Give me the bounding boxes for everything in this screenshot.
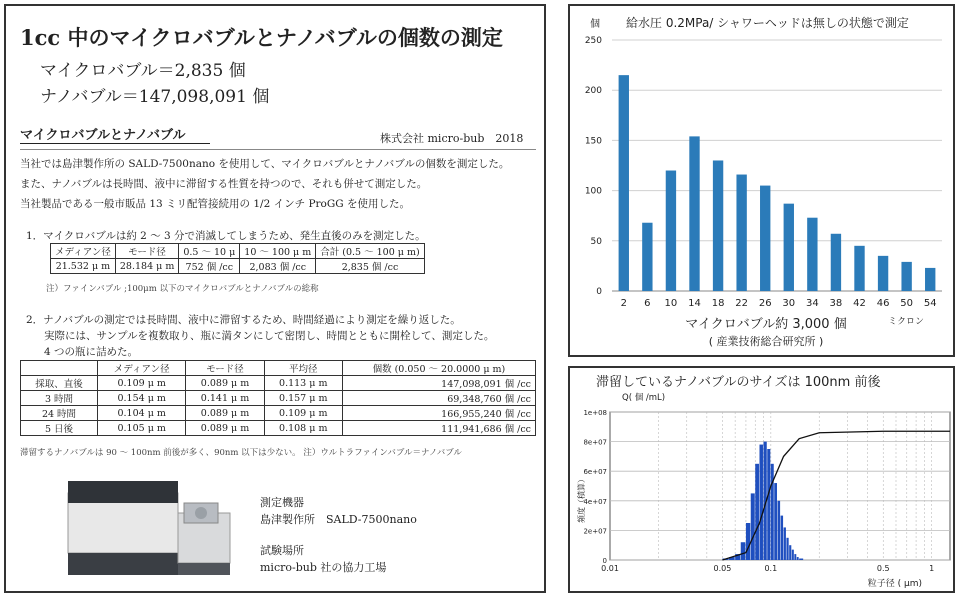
bar	[713, 160, 723, 291]
intro-line: 当社では島津製作所の SALD-7500nano を使用して、マイクロバブルとナノバブルの個数を測定した。	[20, 158, 510, 170]
table-cell: 5 日後	[21, 421, 98, 436]
y-tick-label: 200	[584, 86, 602, 97]
bar	[619, 75, 629, 291]
section-heading: マイクロバブルとナノバブル	[20, 128, 186, 143]
table-cell: 166,955,240 個 /cc	[342, 406, 535, 421]
bar	[901, 262, 911, 291]
report-panel	[4, 4, 546, 593]
x-tick-label: 30	[782, 298, 796, 309]
table-row	[21, 376, 536, 391]
table-cell: 0.089 μ m	[186, 421, 264, 436]
bar	[799, 559, 803, 560]
chart-title: 滞留しているナノバブルのサイズは 100nm 前後	[596, 375, 881, 390]
divider	[20, 149, 536, 150]
bar	[797, 557, 799, 560]
table-cell: 0.089 μ m	[186, 406, 264, 421]
table-cell: 0.113 μ m	[264, 376, 342, 391]
item2-text: 4 つの瓶に詰めた。	[44, 346, 139, 358]
y-tick-label: 2e+07	[583, 527, 607, 536]
x-tick-label: 18	[711, 298, 725, 309]
chart-grid	[612, 40, 942, 291]
bar	[746, 523, 750, 560]
nanobubble-chart-panel	[568, 366, 955, 593]
place-label: 試験場所	[260, 544, 304, 557]
nanobubble-count: ナノバブル＝147,098,091 個	[40, 87, 270, 107]
table-cell: 752 個 /cc	[179, 259, 240, 274]
y-tick-label: 0	[596, 287, 602, 297]
table-header-row	[51, 244, 425, 259]
x-tick-label: 1	[929, 564, 935, 573]
section-underline	[20, 143, 210, 144]
x-axis-unit: ミクロン	[888, 317, 925, 327]
table-cell: 111,941,686 個 /cc	[342, 421, 535, 436]
x-tick-label: 10	[664, 298, 678, 309]
y-axis-label: Q( 個 /mL)	[622, 393, 666, 403]
table-cell: 0.109 μ m	[264, 406, 342, 421]
bar	[786, 538, 788, 560]
table-header: 平均径	[264, 361, 342, 376]
microbubble-table	[50, 243, 425, 274]
bar	[642, 223, 652, 291]
device-name: 島津製作所 SALD-7500nano	[260, 513, 417, 526]
y-tick-label: 8e+07	[583, 438, 607, 447]
bar	[666, 171, 676, 291]
table-cell: 0.089 μ m	[186, 376, 264, 391]
microbubble-chart-panel	[568, 4, 955, 357]
chart-bars	[619, 75, 936, 291]
bar	[925, 268, 935, 291]
item2-text: 2．ナノバブルの測定では長時間、液中に滞留するため、時間経過により測定を繰り返した。	[26, 314, 461, 326]
table-cell: 0.104 μ m	[98, 406, 186, 421]
bar	[759, 445, 762, 560]
table-header: モード径	[186, 361, 264, 376]
bar	[781, 516, 783, 560]
microbubble-chart	[570, 6, 953, 355]
x-tick-label: 26	[758, 298, 772, 309]
x-tick-label: 54	[923, 298, 937, 309]
microbubble-count: マイクロバブル＝2,835 個	[40, 61, 246, 81]
y-tick-label: 100	[584, 186, 602, 197]
table-header: モード径	[115, 244, 178, 259]
table-cell: 28.184 μ m	[115, 259, 178, 274]
bar	[784, 204, 794, 291]
bar	[792, 550, 794, 560]
table-cell: 0.141 μ m	[186, 391, 264, 406]
note1: 注）ファインバブル ;100μm 以下のマイクロバブルとナノバブルの総称	[46, 284, 319, 294]
y-tick-label: 6e+07	[583, 468, 607, 477]
table-cell: 2,083 個 /cc	[240, 259, 316, 274]
table-row	[51, 259, 425, 274]
x-tick-label: 0.5	[876, 564, 890, 573]
table-header: 合計 (0.5 ～ 100 μ m)	[316, 244, 424, 259]
table-row	[21, 391, 536, 406]
table-header: メディアン径	[98, 361, 186, 376]
y-tick-label: 50	[590, 236, 602, 247]
bar	[771, 464, 774, 560]
table-cell: 147,098,091 個 /cc	[342, 376, 535, 391]
nanobubble-chart	[570, 368, 953, 591]
y-tick-label: 4e+07	[583, 497, 607, 506]
bar	[760, 186, 770, 291]
x-axis-label: マイクロバブル約 3,000 個	[685, 317, 847, 332]
x-tick-label: 34	[805, 298, 819, 309]
x-tick-label: 38	[829, 298, 843, 309]
x-tick-label: 6	[644, 298, 651, 309]
x-axis-label: 粒子径 ( μm)	[867, 579, 922, 589]
bar	[755, 464, 759, 560]
table-row	[21, 421, 536, 436]
x-tick-label: 2	[620, 298, 627, 309]
table-cell: 24 時間	[21, 406, 98, 421]
nanobubble-table	[20, 360, 536, 436]
bar	[751, 493, 755, 560]
table-row	[21, 406, 536, 421]
bar	[689, 136, 699, 291]
bar	[794, 554, 796, 560]
y-tick-label: 0	[602, 557, 607, 565]
bar	[807, 218, 817, 291]
table-header: 10 ～ 100 μ m	[240, 244, 316, 259]
intro-line: 当社製品である一般市販品 13 ミリ配管接続用の 1/2 インチ ProGG を使用した。	[20, 198, 410, 210]
table-header	[21, 361, 98, 376]
x-tick-label: 22	[735, 298, 749, 309]
table-header: 個数 (0.050 ～ 20.0000 μ m)	[342, 361, 535, 376]
table-cell: 21.532 μ m	[51, 259, 116, 274]
y-tick-label: 250	[584, 36, 602, 46]
x-tick-label: 46	[876, 298, 890, 309]
bar	[777, 501, 780, 560]
company-label: 株式会社 micro-bub 2018	[380, 132, 524, 145]
table-cell: 0.109 μ m	[98, 376, 186, 391]
bar	[741, 542, 746, 560]
x-tick-label: 0.05	[713, 564, 732, 573]
report-title: 1cc 中のマイクロバブルとナノバブルの個数の測定	[20, 25, 503, 50]
y-axis-label: 個	[590, 19, 600, 30]
item1-text: 1．マイクロバブルは約 2 ～ 3 分で消滅してしまうため、発生直後のみを測定した。	[26, 230, 426, 242]
table-cell: 0.157 μ m	[264, 391, 342, 406]
y-axis-label-2: 頻度（積算）	[577, 475, 586, 523]
place-name: micro-bub 社の協力工場	[260, 561, 387, 574]
bar	[774, 483, 777, 560]
bar	[854, 246, 864, 291]
table-cell: 採取、直後	[21, 376, 98, 391]
bar	[767, 449, 770, 560]
x-tick-label: 42	[853, 298, 866, 309]
table-cell: 0.105 μ m	[98, 421, 186, 436]
bar	[784, 527, 786, 560]
instrument-photo	[66, 473, 234, 581]
bar	[878, 256, 888, 291]
chart-title: 給水圧 0.2MPa/ シャワーヘッドは無しの状態で測定	[626, 16, 909, 30]
x-tick-label: 0.01	[601, 564, 619, 573]
x-tick-label: 50	[900, 298, 914, 309]
intro-line: また、ナノバブルは長時間、液中に滞留する性質を持つので、それも併せて測定した。	[20, 178, 428, 190]
x-tick-label: 14	[688, 298, 701, 309]
note2: 滞留するナノバブルは 90 ～ 100nm 前後が多く、90nm 以下は少ない。 注）ウルトラファインバブル＝ナノバブル	[20, 448, 462, 458]
table-cell: 69,348,760 個 /cc	[342, 391, 535, 406]
device-label: 測定機器	[260, 496, 304, 509]
item2-text: 実際には、サンプルを複数取り、瓶に満タンにして密閉し、時間とともに開栓して、測定した。	[44, 330, 495, 342]
bar	[831, 234, 841, 291]
table-header-row	[21, 361, 536, 376]
table-cell: 0.154 μ m	[98, 391, 186, 406]
table-cell: 0.108 μ m	[264, 421, 342, 436]
x-tick-label: 0.1	[764, 564, 778, 573]
y-tick-label: 150	[584, 136, 602, 147]
bar	[736, 175, 746, 291]
y-tick-label: 1e+08	[583, 409, 607, 417]
table-header: メディアン径	[51, 244, 116, 259]
table-cell: 2,835 個 /cc	[316, 259, 424, 274]
bar	[789, 545, 791, 560]
table-cell: 3 時間	[21, 391, 98, 406]
table-header: 0.5 ～ 10 μ	[179, 244, 240, 259]
chart-source: ( 産業技術総合研究所 )	[708, 335, 824, 348]
